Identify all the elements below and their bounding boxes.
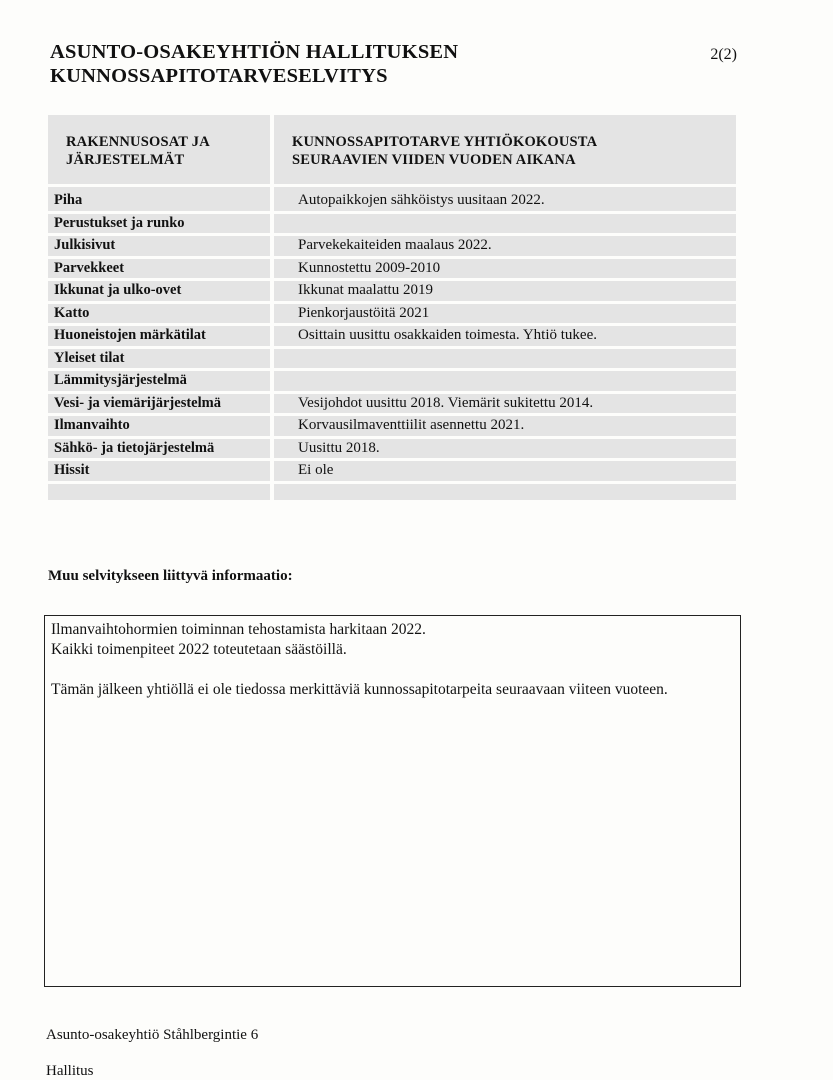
table-row — [48, 304, 736, 327]
row-need: Autopaikkojen sähköistys uusitaan 2022. — [274, 187, 736, 214]
row-part: Vesi- ja viemärijärjestelmä — [48, 394, 274, 417]
row-part: Huoneistojen märkätilat — [48, 326, 274, 349]
row-part: Ikkunat ja ulko-ovet — [48, 281, 274, 304]
table-row — [48, 281, 736, 304]
row-need — [274, 214, 736, 237]
row-need: Ei ole — [274, 461, 736, 484]
table-row — [48, 187, 736, 214]
table-row-empty — [48, 484, 736, 503]
row-part: Hissit — [48, 461, 274, 484]
table-row — [48, 259, 736, 282]
row-need: Parvekekaiteiden maalaus 2022. — [274, 236, 736, 259]
table-row — [48, 349, 736, 372]
row-need — [274, 371, 736, 394]
title-line-1: ASUNTO-OSAKEYHTIÖN HALLITUKSEN — [50, 41, 459, 63]
header-col2-line1: KUNNOSSAPITOTARVE YHTIÖKOKOUSTA — [292, 134, 598, 150]
footer-signer: Hallitus — [46, 1063, 94, 1079]
info-spacer — [51, 660, 734, 680]
title-line-2: KUNNOSSAPITOTARVESELVITYS — [50, 65, 388, 87]
table-row — [48, 236, 736, 259]
header-col2-line2: SEURAAVIEN VIIDEN VUODEN AIKANA — [292, 152, 576, 168]
table-row — [48, 416, 736, 439]
row-part: Sähkö- ja tietojärjestelmä — [48, 439, 274, 462]
row-part: Katto — [48, 304, 274, 327]
table-row — [48, 326, 736, 349]
header-col1-line1: RAKENNUSOSAT JA — [66, 134, 210, 150]
row-part: Julkisivut — [48, 236, 274, 259]
row-need: Kunnostettu 2009-2010 — [274, 259, 736, 282]
maintenance-table — [48, 115, 736, 503]
table-header-row — [48, 115, 736, 187]
table-row — [48, 214, 736, 237]
row-part: Ilmanvaihto — [48, 416, 274, 439]
row-need: Uusittu 2018. — [274, 439, 736, 462]
header-building-parts — [48, 115, 274, 187]
row-need: Vesijohdot uusittu 2018. Viemärit sukitettu 2014. — [274, 394, 736, 417]
row-need: Osittain uusittu osakkaiden toimesta. Yhtiö tukee. — [274, 326, 736, 349]
page-number: 2(2) — [710, 46, 737, 63]
row-need: Pienkorjaustöitä 2021 — [274, 304, 736, 327]
table-row — [48, 371, 736, 394]
table-row — [48, 439, 736, 462]
row-need: Ikkunat maalattu 2019 — [274, 281, 736, 304]
row-need — [274, 349, 736, 372]
row-part: Lämmitysjärjestelmä — [48, 371, 274, 394]
table-row — [48, 394, 736, 417]
info-line: Ilmanvaihtohormien toiminnan tehostamista harkitaan 2022. — [51, 621, 426, 638]
row-part: Yleiset tilat — [48, 349, 274, 372]
document-title — [50, 40, 458, 88]
info-line: Kaikki toimenpiteet 2022 toteutetaan säästöillä. — [51, 641, 347, 658]
row-part-empty — [48, 484, 274, 503]
info-line: Tämän jälkeen yhtiöllä ei ole tiedossa merkittäviä kunnossapitotarpeita seuraavaan viiteen vuoteen. — [51, 681, 668, 698]
footer-company: Asunto-osakeyhtiö Ståhlbergintie 6 — [46, 1027, 259, 1043]
row-part: Piha — [48, 187, 274, 214]
info-label: Muu selvitykseen liittyvä informaatio: — [48, 568, 293, 584]
row-need: Korvausilmaventtiilit asennettu 2021. — [274, 416, 736, 439]
table-row — [48, 461, 736, 484]
row-part: Perustukset ja runko — [48, 214, 274, 237]
row-part: Parvekkeet — [48, 259, 274, 282]
header-col1-line2: JÄRJESTELMÄT — [66, 152, 185, 168]
row-need-empty — [274, 484, 736, 503]
header-maintenance-need — [274, 115, 736, 187]
info-box — [44, 615, 741, 987]
